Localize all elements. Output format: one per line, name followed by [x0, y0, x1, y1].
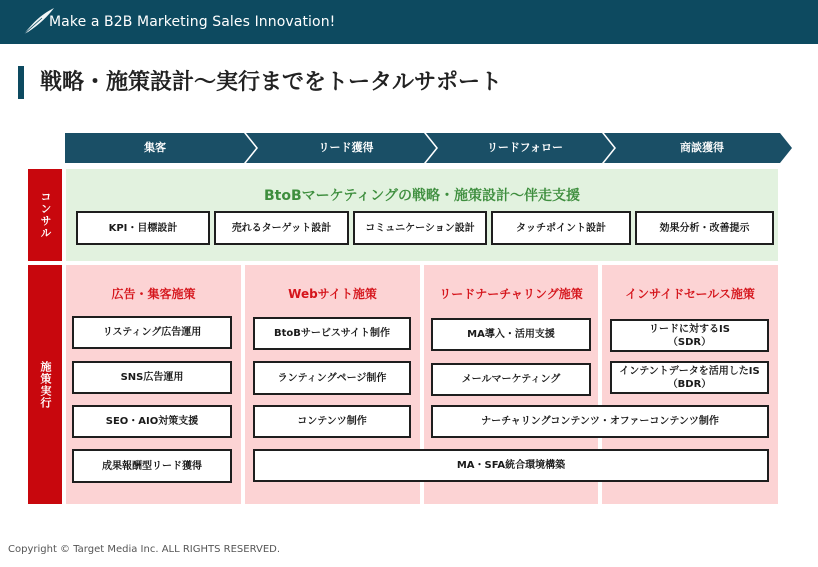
- consul-item-communication: コミュニケーション設計: [353, 211, 487, 245]
- header-tagline: Make a B2B Marketing Sales Innovation!: [49, 14, 336, 30]
- copyright-text: Copyright © Target Media Inc. ALL RIGHTS RESERVED.: [8, 544, 281, 555]
- column-title-inside-sales: インサイドセールス施策: [625, 287, 755, 301]
- nurturing-item-mail: メールマーケティング: [431, 363, 591, 396]
- row-label-consul: [28, 169, 62, 261]
- consul-item-analysis: 効果分析・改善提示: [635, 211, 774, 245]
- ma-sfa-wide-box: MA・SFA統合環境構築: [253, 449, 769, 482]
- row-label-shisaku: [28, 265, 62, 504]
- nurturing-content-wide-box: ナーチャリングコンテンツ・オファーコンテンツ制作: [431, 405, 769, 438]
- ads-item-listing: リスティング広告運用: [72, 316, 232, 349]
- inside-sales-item-bdr: インテントデータを活用したIS （BDR）: [610, 361, 769, 394]
- stage-label-2: リード獲得: [318, 141, 374, 154]
- stage-label-4: 商談獲得: [680, 141, 724, 154]
- ads-item-seo: SEO・AIO対策支援: [72, 405, 232, 438]
- consul-item-kpi: KPI・目標設計: [76, 211, 210, 245]
- web-item-landing-page: ランティングページ制作: [253, 361, 411, 395]
- stage-label-1: 集客: [144, 141, 166, 154]
- consul-item-touchpoint: タッチポイント設計: [491, 211, 631, 245]
- column-title-nurturing: リードナーチャリング施策: [439, 287, 583, 301]
- ads-item-performance-lead: 成果報酬型リード獲得: [72, 449, 232, 483]
- column-title-ads: 広告・集客施策: [111, 287, 196, 301]
- stage-label-3: リードフォロー: [486, 141, 564, 154]
- web-item-content: コンテンツ制作: [253, 405, 411, 438]
- consul-item-target: 売れるターゲット設計: [214, 211, 349, 245]
- page-title: 戦略・施策設計〜実行までをトータルサポート: [40, 70, 503, 95]
- inside-sales-item-sdr: リードに対するIS （SDR）: [610, 319, 769, 352]
- ads-item-sns: SNS広告運用: [72, 361, 232, 394]
- nurturing-item-ma: MA導入・活用支援: [431, 318, 591, 351]
- row-label-consul-text: コンサル: [39, 191, 52, 239]
- web-item-service-site: BtoBサービスサイト制作: [253, 317, 411, 350]
- consul-title: BtoBマーケティングの戦略・施策設計〜伴走支援: [264, 188, 580, 204]
- row-label-shisaku-text: 施策実行: [39, 360, 52, 409]
- column-title-web: Webサイト施策: [288, 287, 377, 301]
